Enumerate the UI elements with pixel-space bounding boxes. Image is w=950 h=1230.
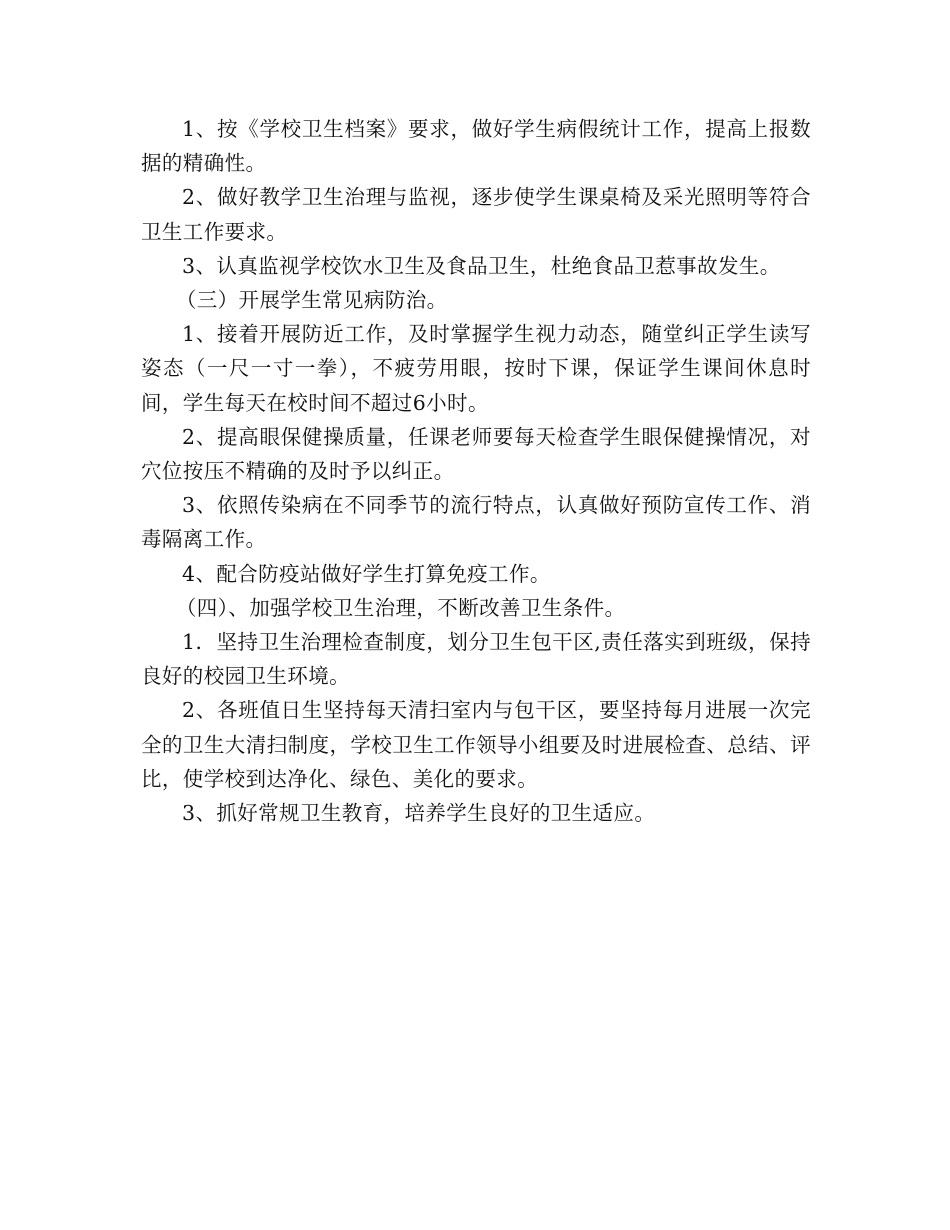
section-heading-hygiene-management: （四）、加强学校卫生治理，不断改善卫生条件。 [175, 595, 626, 620]
paragraph-eye-exercises: 2、提高眼保健操质量，任课老师要每天检查学生眼保健操情况，对穴位按压不精确的及时予以纠正。 [141, 424, 811, 484]
paragraph-inspection-system: 1．坚持卫生治理检查制度，划分卫生包干区,责任落实到班级，保持良好的校园卫生环境。 [141, 630, 811, 689]
paragraph-sick-leave-stats: 1、按《学校卫生档案》要求，做好学生病假统计工作，提高上报数据的精确性。 [141, 117, 811, 176]
paragraph-myopia-prevention: 1、接着开展防近工作，及时掌握学生视力动态，随堂纠正学生读写姿态（一尺一寸一拳），不疲劳用眼，按时下课，保证学生课间休息时间，学生每天在校时间不超过6小时。 [141, 322, 811, 415]
paragraph-cleaning-duty: 2、各班值日生坚持每天清扫室内与包干区，要坚持每月进展一次完全的卫生大清扫制度，学校卫生工作领导小组要及时进展检查、总结、评比，使学校到达净化、绿色、美化的要求。 [141, 698, 811, 791]
paragraph-teaching-hygiene: 2、做好教学卫生治理与监视，逐步使学生课桌椅及采光照明等符合卫生工作要求。 [141, 185, 811, 244]
document-body [141, 112, 811, 830]
section-heading-common-disease: （三）开展学生常见病防治。 [175, 288, 448, 313]
paragraph-hygiene-education: 3、抓好常规卫生教育，培养学生良好的卫生适应。 [182, 801, 656, 826]
paragraph-infectious-disease: 3、依照传染病在不同季节的流行特点，认真做好预防宣传工作、消毒隔离工作。 [141, 493, 811, 552]
paragraph-food-water-hygiene: 3、认真监视学校饮水卫生及食品卫生，杜绝食品卫惹事故发生。 [182, 253, 781, 278]
paragraph-immunization: 4、配合防疫站做好学生打算免疫工作。 [182, 561, 551, 586]
